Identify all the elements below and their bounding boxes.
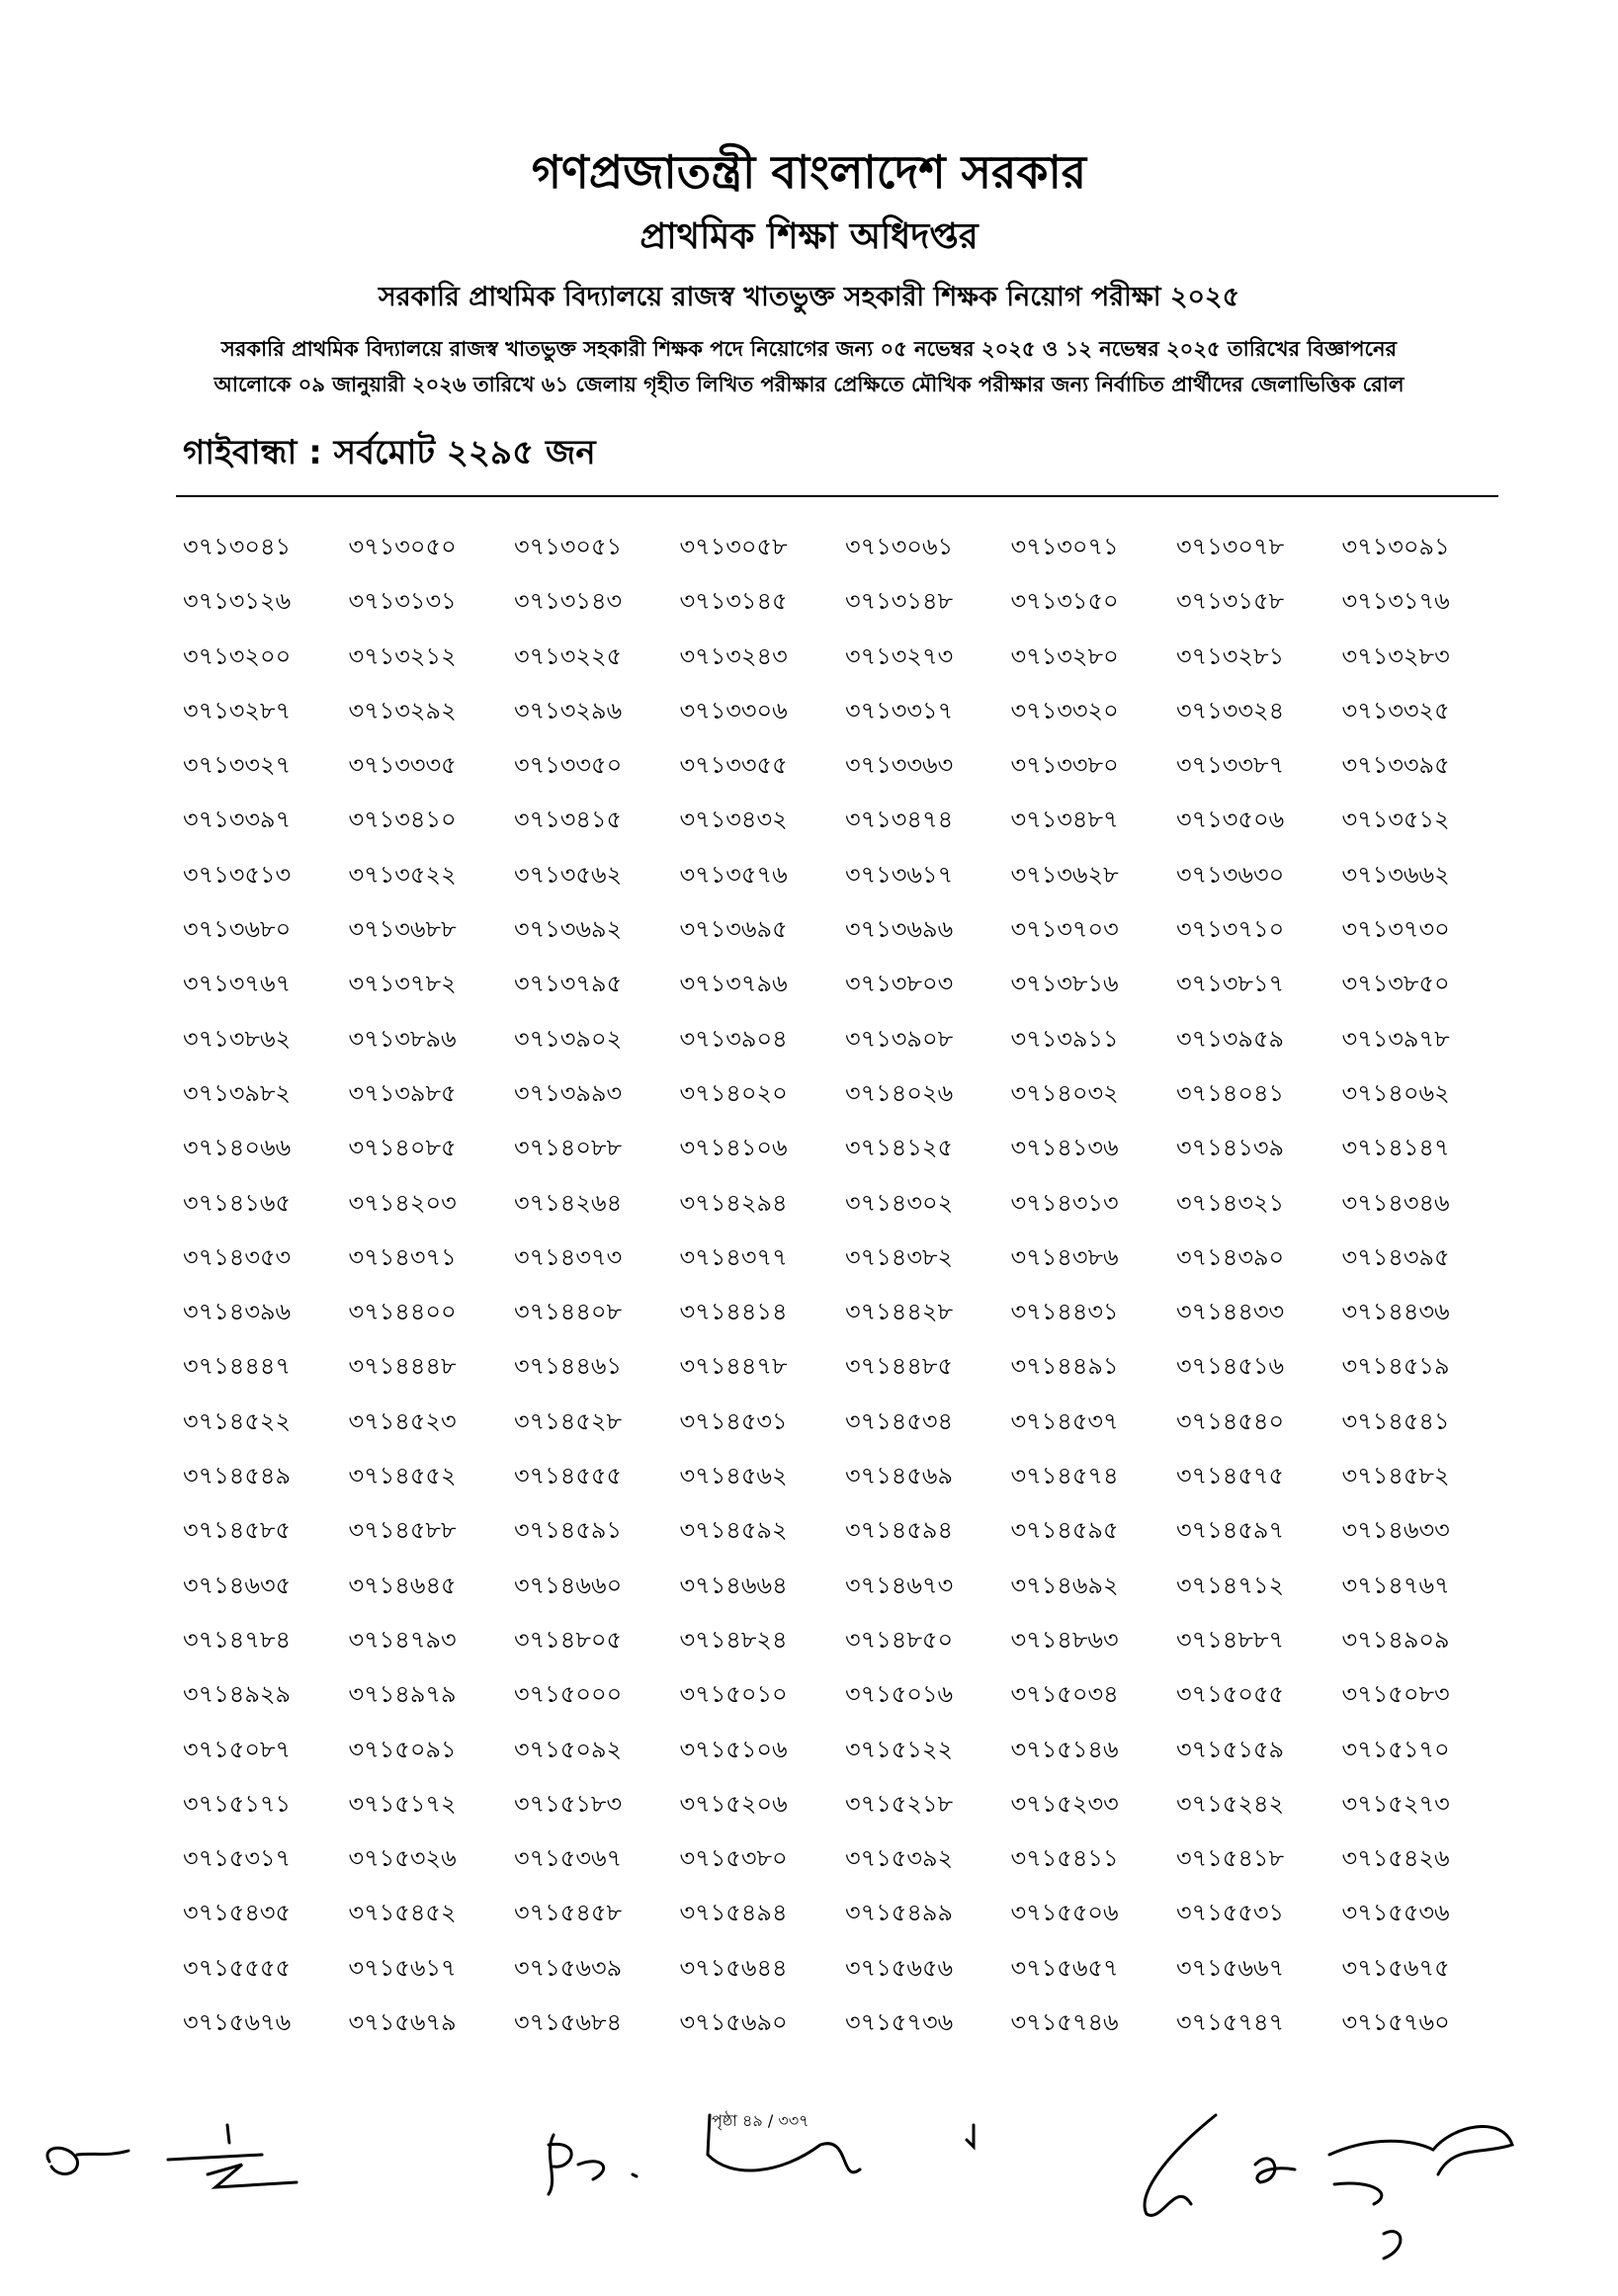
roll-number: ৩৭১৪০৬৬	[183, 1134, 292, 1162]
roll-number: ৩৭১৩৮০৩	[845, 970, 954, 998]
roll-number: ৩৭১৪৬৬৪	[679, 1571, 788, 1599]
roll-number: ৩৭১৪৫৯১	[514, 1516, 623, 1545]
roll-number: ৩৭১৪৮০৫	[514, 1625, 623, 1654]
roll-number: ৩৭১৫০১৬	[845, 1680, 954, 1709]
government-title: গণপ্রজাতন্ত্রী বাংলাদেশ সরকার	[531, 145, 1087, 199]
roll-number: ৩৭১৫৪১১	[1010, 1844, 1119, 1873]
roll-number: ৩৭১৪০২৬	[845, 1078, 954, 1107]
roll-number: ৩৭১৩১৫৮	[1176, 587, 1285, 616]
roll-number: ৩৭১৩৭৬৭	[183, 970, 292, 998]
roll-number: ৩৭১৩৬৩০	[1176, 860, 1285, 889]
roll-number: ৩৭১৪৫৭৫	[1176, 1462, 1285, 1490]
roll-number: ৩৭১৪৩৭১	[348, 1242, 457, 1271]
roll-number: ৩৭১৩৩৯৫	[1341, 751, 1450, 780]
roll-number: ৩৭১৪১৩৬	[1010, 1134, 1119, 1162]
roll-number: ৩৭১৫২০৬	[679, 1789, 788, 1818]
signature-1	[47, 2148, 128, 2173]
roll-number: ৩৭১৪৬৪৫	[348, 1571, 457, 1599]
roll-number: ৩৭১৩৯৮৫	[348, 1078, 457, 1107]
roll-number: ৩৭১৩২৮৩	[1341, 641, 1450, 670]
roll-number: ৩৭১৪৪৬১	[514, 1352, 623, 1381]
roll-number: ৩৭১৩০৪১	[183, 533, 292, 560]
roll-number: ৩৭১৩৬৮৮	[348, 915, 457, 944]
roll-number: ৩৭১৩১৪৮	[845, 587, 954, 616]
roll-number: ৩৭১৩৩৯৭	[183, 806, 292, 834]
roll-number: ৩৭১৩৮৯৬	[348, 1024, 457, 1053]
roll-number: ৩৭১৪৭৮৪	[183, 1625, 292, 1654]
roll-number: ৩৭১৪২৯৪	[679, 1188, 788, 1217]
roll-number: ৩৭১৫৩৬৭	[514, 1844, 623, 1873]
roll-number: ৩৭১৪৩১৩	[1010, 1188, 1119, 1217]
roll-number: ৩৭১৫৬৪৪	[679, 1953, 788, 1982]
roll-number: ৩৭১৪৩৪৬	[1341, 1188, 1450, 1217]
roll-number: ৩৭১৫৬৮৪	[514, 2008, 623, 2037]
exam-title: সরকারি প্রাথমিক বিদ্যালয়ে রাজস্ব খাতভুক্ত সহকারী শিক্ষক নিয়োগ পরীক্ষা ২০২৫	[378, 282, 1240, 312]
roll-number: ৩৭১৩০৫০	[348, 533, 457, 560]
roll-number: ৩৭১৫৬৯০	[679, 2008, 788, 2037]
roll-number: ৩৭১৫৪৯৪	[679, 1899, 788, 1927]
roll-number: ৩৭১৪৫১৬	[1176, 1352, 1285, 1381]
roll-number: ৩৭১৩৯১১	[1010, 1024, 1119, 1053]
roll-number: ৩৭১৫১৪৬	[1010, 1735, 1119, 1763]
notice-line-1: সরকারি প্রাথমিক বিদ্যালয়ে রাজস্ব খাতভুক্ত সহকারী শিক্ষক পদে নিয়োগের জন্য ০৫ নভেম্বর ২০২৫ ও ১২ নভেম্বর ২০২৫ তারিখের বিজ্ঞাপনের	[220, 337, 1398, 361]
roll-number: ৩৭১৪৩৫৩	[183, 1242, 292, 1271]
roll-number: ৩৭১৩৬৯২	[514, 915, 623, 944]
roll-number: ৩৭১৩৬১৭	[845, 860, 954, 889]
roll-number: ৩৭১৪৫৪১	[1341, 1406, 1450, 1435]
roll-number: ৩৭১৩১২৬	[183, 587, 292, 616]
roll-number: ৩৭১৫০১০	[679, 1680, 788, 1709]
roll-number: ৩৭১৪০৪১	[1176, 1078, 1285, 1107]
roll-number: ৩৭১৩৯০৮	[845, 1024, 954, 1053]
roll-number: ৩৭১৪৫৯২	[679, 1516, 788, 1545]
roll-number: ৩৭১৩১৩১	[348, 587, 457, 616]
roll-number: ৩৭১৫৩৯২	[845, 1844, 954, 1873]
roll-number: ৩৭১৩৫৬২	[514, 860, 623, 889]
roll-number: ৩৭১৩৩০৬	[679, 696, 788, 724]
roll-number: ৩৭১৪৫৩৪	[845, 1406, 954, 1435]
roll-number: ৩৭১৪১৪৭	[1341, 1134, 1450, 1162]
roll-number: ৩৭১৫৪২৬	[1341, 1844, 1450, 1873]
roll-number: ৩৭১৪১৬৫	[183, 1188, 292, 1217]
roll-number: ৩৭১৩০৯১	[1341, 533, 1450, 560]
page-number: পৃষ্ঠা ৪৯ / ৩৩৭	[712, 2111, 809, 2130]
roll-number: ৩৭১৫২৩৩	[1010, 1789, 1119, 1818]
roll-number: ৩৭১৩০৭৮	[1176, 533, 1285, 560]
roll-number: ৩৭১৩২২৫	[514, 641, 623, 670]
roll-number: ৩৭১৫৩২৬	[348, 1844, 457, 1873]
roll-number: ৩৭১৩২৮০	[1010, 641, 1119, 670]
roll-number: ৩৭১৩৫০৬	[1176, 806, 1285, 834]
signature-3	[549, 2135, 637, 2194]
roll-number: ৩৭১৪৫৪৯	[183, 1462, 292, 1490]
roll-number: ৩৭১৪৫৮৫	[183, 1516, 292, 1545]
roll-number: ৩৭১৫৬৩৯	[514, 1953, 623, 1982]
roll-number: ৩৭১৩২৮১	[1176, 641, 1285, 670]
roll-number: ৩৭১৩২৮৭	[183, 696, 292, 724]
roll-number: ৩৭১৩০৭১	[1010, 533, 1119, 560]
roll-number: ৩৭১৪৫৯৫	[1010, 1516, 1119, 1545]
roll-number: ৩৭১৫০৫৫	[1176, 1680, 1285, 1709]
roll-number: ৩৭১৪৫৩৭	[1010, 1406, 1119, 1435]
roll-number: ৩৭১৫৭৬০	[1341, 2008, 1450, 2037]
roll-number: ৩৭১৩৪৭৪	[845, 806, 954, 834]
roll-number: ৩৭১৪৪৯১	[1010, 1352, 1119, 1381]
notice-text	[0, 331, 1618, 402]
roll-number: ৩৭১৪৩৯০	[1176, 1242, 1285, 1271]
roll-number: ৩৭১৩০৫৮	[679, 533, 788, 560]
roll-number: ৩৭১৪৯৭৯	[348, 1680, 457, 1709]
roll-number: ৩৭১৪৭৬৭	[1341, 1571, 1450, 1599]
roll-number: ৩৭১৫৬৭৬	[183, 2008, 292, 2037]
roll-number: ৩৭১৪২০৩	[348, 1188, 457, 1217]
roll-number: ৩৭১৪৭৯৩	[348, 1625, 457, 1654]
roll-number: ৩৭১৪৪০৮	[514, 1298, 623, 1326]
roll-number: ৩৭১৪৫৯৪	[845, 1516, 954, 1545]
roll-number: ৩৭১৩৪১৫	[514, 806, 623, 834]
roll-number: ৩৭১৪৮২৪	[679, 1625, 788, 1654]
roll-number: ৩৭১৪৫৫২	[348, 1462, 457, 1490]
roll-number: ৩৭১৪৯২৯	[183, 1680, 292, 1709]
roll-number: ৩৭১৪৪৪৭	[183, 1352, 292, 1381]
roll-number: ৩৭১৩৫২২	[348, 860, 457, 889]
roll-number: ৩৭১৪৯০৯	[1341, 1625, 1450, 1654]
roll-number: ৩৭১৪৩৭৭	[679, 1242, 788, 1271]
roll-number: ৩৭১৪৩৯৬	[183, 1298, 292, 1326]
roll-number: ৩৭১৫৪৫২	[348, 1899, 457, 1927]
department-title: প্রাথমিক শিক্ষা অধিদপ্তর	[639, 216, 979, 257]
roll-number: ৩৭১৪১২৫	[845, 1134, 954, 1162]
roll-number: ৩৭১৫৪১৮	[1176, 1844, 1285, 1873]
roll-number: ৩৭১৫৬১৭	[348, 1953, 457, 1982]
roll-number: ৩৭১৪৩০২	[845, 1188, 954, 1217]
roll-number: ৩৭১৩১৭৬	[1341, 587, 1450, 616]
roll-number: ৩৭১৩১৪৫	[679, 587, 788, 616]
roll-number: ৩৭১৩৬৯৫	[679, 915, 788, 944]
roll-number: ৩৭১৫১২২	[845, 1735, 954, 1763]
roll-number: ৩৭১৩৪৮৭	[1010, 806, 1119, 834]
roll-number: ৩৭১৫০৯২	[514, 1735, 623, 1763]
roll-number: ৩৭১৩৩৫০	[514, 751, 623, 780]
roll-number: ৩৭১৫৩৮০	[679, 1844, 788, 1873]
roll-number: ৩৭১৪৭১২	[1176, 1571, 1285, 1599]
roll-number: ৩৭১৪৫৬২	[679, 1462, 788, 1490]
roll-number: ৩৭১৩৩২০	[1010, 696, 1119, 724]
roll-number: ৩৭১৪৪১৪	[679, 1298, 788, 1326]
roll-number: ৩৭১৩৯৯৩	[514, 1078, 623, 1107]
roll-number: ৩৭১৩১৫০	[1010, 587, 1119, 616]
roll-number: ৩৭১৫৩১৭	[183, 1844, 292, 1873]
roll-number: ৩৭১৪৫২২	[183, 1406, 292, 1435]
roll-number: ৩৭১৩৭৯৬	[679, 970, 788, 998]
roll-number: ৩৭১৩০৬১	[845, 533, 954, 560]
roll-number: ৩৭১৪৫১৯	[1341, 1352, 1450, 1381]
roll-number: ৩৭১৩২০০	[183, 641, 292, 670]
roll-number: ৩৭১৪৫৪০	[1176, 1406, 1285, 1435]
roll-number: ৩৭১৫০৮৩	[1341, 1680, 1450, 1709]
roll-number: ৩৭১৫৬৭৯	[348, 2008, 457, 2037]
roll-number: ৩৭১৫১৭২	[348, 1789, 457, 1818]
roll-number: ৩৭১৫৬৭৫	[1341, 1953, 1450, 1982]
roll-number: ৩৭১৩২৪৩	[679, 641, 788, 670]
roll-number: ৩৭১৩৯০৪	[679, 1024, 788, 1053]
roll-number: ৩৭১৩৬৯৬	[845, 915, 954, 944]
roll-number: ৩৭১৩৩৮০	[1010, 751, 1119, 780]
roll-number: ৩৭১৩১৪৩	[514, 587, 623, 616]
roll-number: ৩৭১৩৯৭৮	[1341, 1024, 1450, 1053]
roll-number: ৩৭১৩৫১২	[1341, 806, 1450, 834]
signature-5	[967, 2125, 974, 2147]
roll-number: ৩৭১৫১৭০	[1341, 1735, 1450, 1763]
roll-number: ৩৭১৪৬৯২	[1010, 1571, 1119, 1599]
roll-number: ৩৭১৩৪৩২	[679, 806, 788, 834]
roll-number: ৩৭১৩২৭৩	[845, 641, 954, 670]
roll-number: ৩৭১৪১০৬	[679, 1134, 788, 1162]
roll-number: ৩৭১৩৩২৫	[1341, 696, 1450, 724]
roll-number: ৩৭১৩২৯৬	[514, 696, 623, 724]
roll-number: ৩৭১৪৫২৩	[348, 1406, 457, 1435]
roll-number: ৩৭১৫২৭৩	[1341, 1789, 1450, 1818]
roll-number: ৩৭১৪৫৮৮	[348, 1516, 457, 1545]
roll-number: ৩৭১৫৬৬৭	[1176, 1953, 1285, 1982]
roll-number: ৩৭১৫৭৪৭	[1176, 2008, 1285, 2037]
roll-number: ৩৭১৫৪৫৮	[514, 1899, 623, 1927]
roll-number: ৩৭১৫১৭১	[183, 1789, 292, 1818]
roll-number: ৩৭১৩৬২৮	[1010, 860, 1119, 889]
roll-number: ৩৭১৫০৩৪	[1010, 1680, 1119, 1709]
roll-number: ৩৭১৪৪৩৬	[1341, 1298, 1450, 1326]
roll-number: ৩৭১৪৪৭৮	[679, 1352, 788, 1381]
roll-number: ৩৭১৩৭৮২	[348, 970, 457, 998]
roll-number: ৩৭১৪৬৬০	[514, 1571, 623, 1599]
roll-number: ৩৭১৩৭৯৫	[514, 970, 623, 998]
divider	[176, 495, 1498, 497]
roll-number: ৩৭১৫৬৫৬	[845, 1953, 954, 1982]
roll-number: ৩৭১৫২১৮	[845, 1789, 954, 1818]
roll-number: ৩৭১৩৫৭৬	[679, 860, 788, 889]
roll-number: ৩৭১৩০৫১	[514, 533, 623, 560]
roll-number: ৩৭১৪৩২১	[1176, 1188, 1285, 1217]
roll-number: ৩৭১৩৭০৩	[1010, 915, 1119, 944]
roll-number: ৩৭১৩৩২৪	[1176, 696, 1285, 724]
roll-number: ৩৭১৪২৬৪	[514, 1188, 623, 1217]
district-heading: গাইবান্ধা : সর্বমোট ২২৯৫ জন	[183, 433, 596, 472]
roll-number: ৩৭১৫০৯১	[348, 1735, 457, 1763]
signature-2	[168, 2125, 297, 2187]
roll-number: ৩৭১৩৭৩০	[1341, 915, 1450, 944]
roll-number: ৩৭১৩৮১৭	[1176, 970, 1285, 998]
roll-number: ৩৭১৫৫৫৫	[183, 1953, 292, 1982]
roll-number: ৩৭১৩৯৮২	[183, 1078, 292, 1107]
roll-number: ৩৭১৩৬৮০	[183, 915, 292, 944]
roll-number: ৩৭১৪৫৭৪	[1010, 1462, 1119, 1490]
roll-number: ৩৭১৩৫১৩	[183, 860, 292, 889]
roll-number: ৩৭১৩২৯২	[348, 696, 457, 724]
roll-number: ৩৭১৩৩২৭	[183, 751, 292, 780]
roll-number: ৩৭১৪৬৭৩	[845, 1571, 954, 1599]
roll-number: ৩৭১৪৩৮৬	[1010, 1242, 1119, 1271]
roll-number: ৩৭১৫০৮৭	[183, 1735, 292, 1763]
roll-number: ৩৭১৩৮৬২	[183, 1024, 292, 1053]
roll-number: ৩৭১৪৩৭৩	[514, 1242, 623, 1271]
roll-number: ৩৭১৫০০০	[514, 1680, 623, 1709]
roll-number: ৩৭১৫৫৩৬	[1341, 1899, 1450, 1927]
roll-number: ৩৭১৪০৮৫	[348, 1134, 457, 1162]
roll-number: ৩৭১৪০৩২	[1010, 1078, 1119, 1107]
roll-number: ৩৭১৩৩৫৫	[679, 751, 788, 780]
roll-number: ৩৭১৫৭৪৬	[1010, 2008, 1119, 2037]
roll-number: ৩৭১৪৫৯৭	[1176, 1516, 1285, 1545]
roll-number: ৩৭১৫১৫৯	[1176, 1735, 1285, 1763]
roll-number: ৩৭১৪০২০	[679, 1078, 788, 1107]
roll-number: ৩৭১৪৩৯৫	[1341, 1242, 1450, 1271]
roll-number: ৩৭১৩৩৩৫	[348, 751, 457, 780]
roll-number: ৩৭১৩৮১৬	[1010, 970, 1119, 998]
roll-number: ৩৭১৪৫৩১	[679, 1406, 788, 1435]
roll-number: ৩৭১৫৫৩১	[1176, 1899, 1285, 1927]
roll-number: ৩৭১৫৪৯৯	[845, 1899, 954, 1927]
roll-number: ৩৭১৪৪৮৫	[845, 1352, 954, 1381]
roll-number: ৩৭১৫৪৩৫	[183, 1899, 292, 1927]
roll-number: ৩৭১৪৫৬৯	[845, 1462, 954, 1490]
roll-number: ৩৭১৪৮৫০	[845, 1625, 954, 1654]
roll-number: ৩৭১৩৯০২	[514, 1024, 623, 1053]
roll-number: ৩৭১৫৫০৬	[1010, 1899, 1119, 1927]
roll-number: ৩৭১৩৯৫৯	[1176, 1024, 1285, 1053]
roll-number: ৩৭১৪৫২৮	[514, 1406, 623, 1435]
roll-number: ৩৭১৪৫৫৫	[514, 1462, 623, 1490]
roll-number: ৩৭১৫৬৫৭	[1010, 1953, 1119, 1982]
roll-number: ৩৭১৪৮৮৭	[1176, 1625, 1285, 1654]
roll-number: ৩৭১৫১৮৩	[514, 1789, 623, 1818]
roll-number: ৩৭১৩৬৬২	[1341, 860, 1450, 889]
roll-number: ৩৭১৩২১২	[348, 641, 457, 670]
notice-line-2: আলোকে ০৯ জানুয়ারী ২০২৬ তারিখে ৬১ জেলায় গৃহীত লিখিত পরীক্ষার প্রেক্ষিতে মৌখিক পরীক্ষার জন্য নির্বাচিত প্রার্থীদের জেলাভিত্তিক রোল	[213, 373, 1405, 396]
signature-6	[1145, 2115, 1512, 2258]
roll-number: ৩৭১৪০৬২	[1341, 1078, 1450, 1107]
roll-number-grid	[183, 529, 1507, 2059]
roll-number: ৩৭১৩৮৫০	[1341, 970, 1450, 998]
roll-number: ৩৭১৪৪২৮	[845, 1298, 954, 1326]
roll-number: ৩৭১৫৭৩৬	[845, 2008, 954, 2037]
roll-number: ৩৭১৪৪৩৩	[1176, 1298, 1285, 1326]
roll-number: ৩৭১৪৪০০	[348, 1298, 457, 1326]
roll-number: ৩৭১৪৬৩৩	[1341, 1516, 1450, 1545]
roll-number: ৩৭১৩৪১০	[348, 806, 457, 834]
roll-number: ৩৭১৫১০৬	[679, 1735, 788, 1763]
roll-number: ৩৭১৪৫৮২	[1341, 1462, 1450, 1490]
roll-number: ৩৭১৪৬৩৫	[183, 1571, 292, 1599]
roll-number: ৩৭১৪৩৮২	[845, 1242, 954, 1271]
roll-number: ৩৭১৩৭১০	[1176, 915, 1285, 944]
roll-number: ৩৭১৪১৩৯	[1176, 1134, 1285, 1162]
roll-number: ৩৭১৫২৪২	[1176, 1789, 1285, 1818]
roll-number: ৩৭১৩৩১৭	[845, 696, 954, 724]
roll-number: ৩৭১৪৮৬৩	[1010, 1625, 1119, 1654]
roll-number: ৩৭১৩৩৮৭	[1176, 751, 1285, 780]
roll-number: ৩৭১৩৩৬৩	[845, 751, 954, 780]
roll-number: ৩৭১৪৪৪৮	[348, 1352, 457, 1381]
roll-number: ৩৭১৪৪৩১	[1010, 1298, 1119, 1326]
roll-number: ৩৭১৪০৮৮	[514, 1134, 623, 1162]
